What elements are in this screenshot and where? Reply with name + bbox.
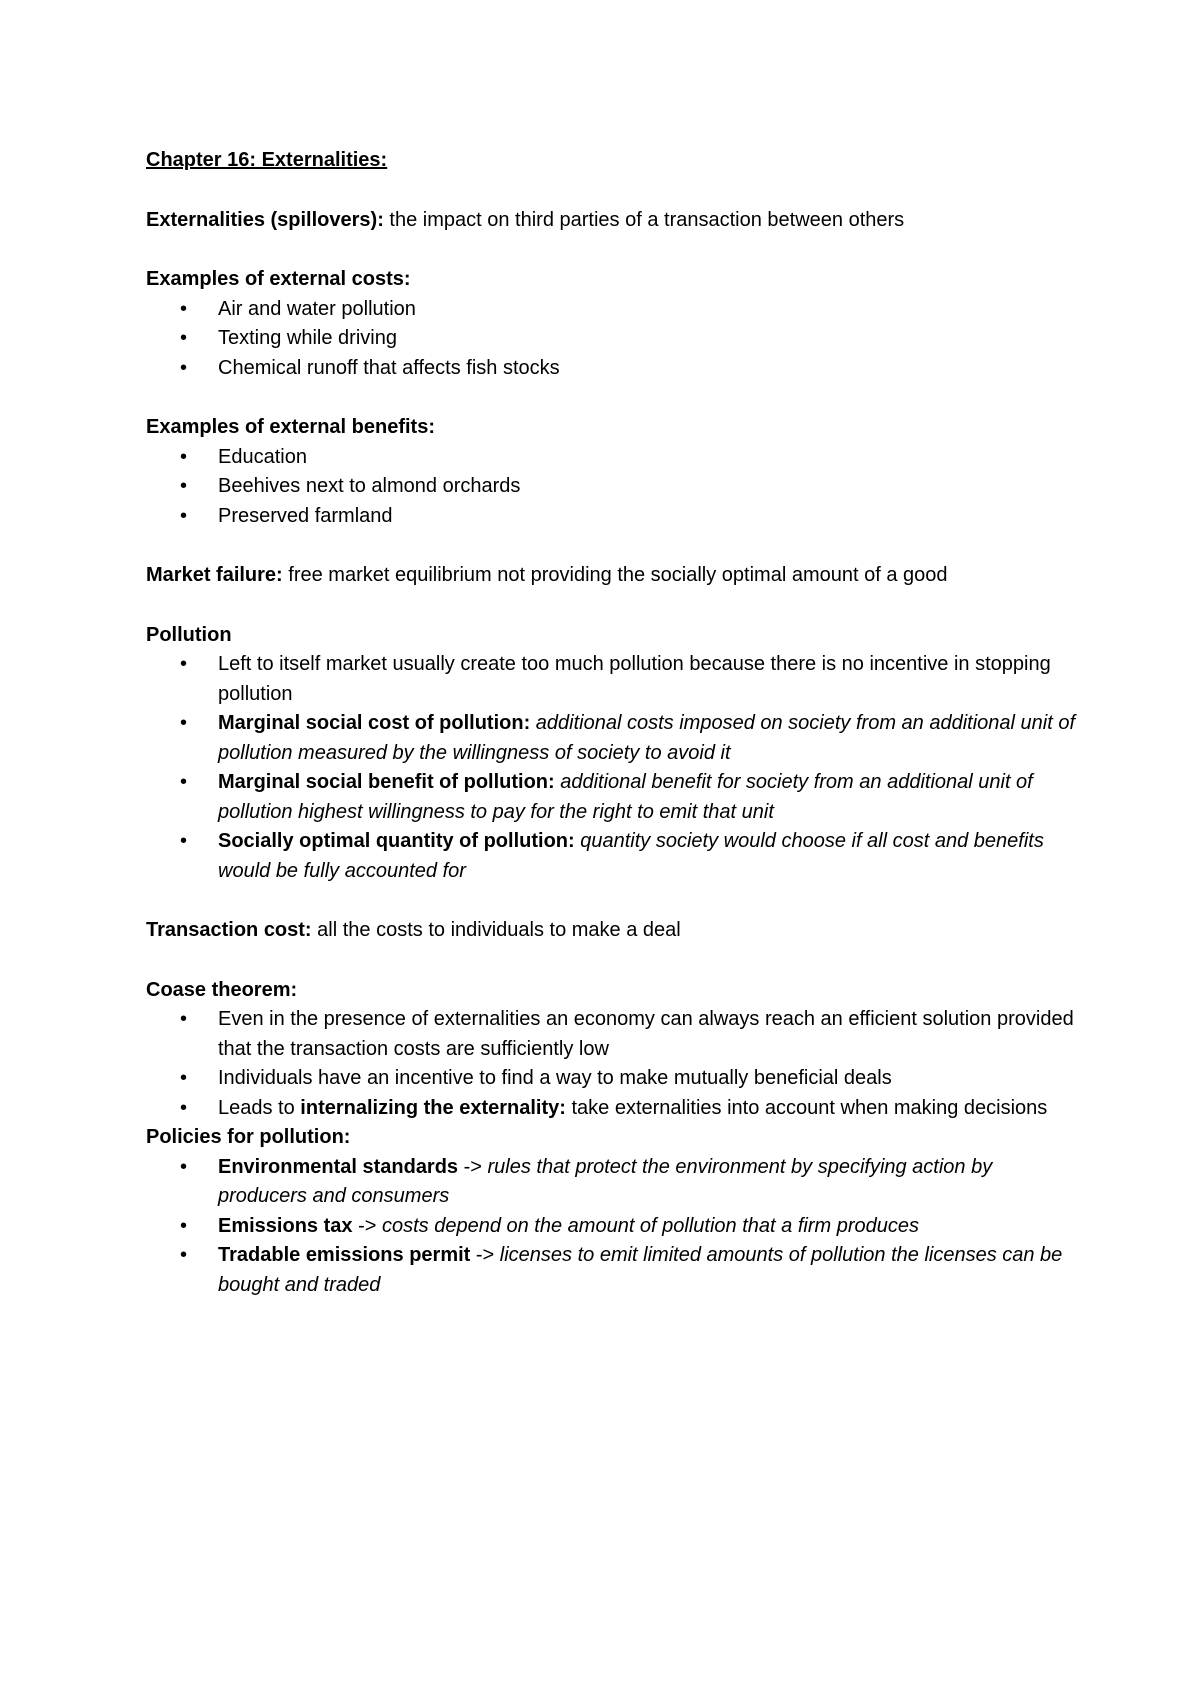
bullet-icon: •: [180, 297, 188, 320]
pollution-list: [146, 650, 1080, 886]
external-benefits-section: [146, 413, 1080, 531]
list-item: [180, 502, 1080, 532]
market-failure-definition: [146, 561, 1080, 591]
list-item-term: Tradable emissions permit: [218, 1244, 471, 1266]
list-item-text: Leads to: [218, 1096, 301, 1119]
list-item: [180, 354, 1080, 384]
list-item: [180, 1212, 1080, 1242]
list-item-text: Individuals have an incentive to find a way to make mutually beneficial deals: [218, 1067, 892, 1089]
list-item-text: Education: [218, 445, 307, 468]
bullet-icon: •: [180, 475, 188, 497]
list-item-definition: rules that protect the environment by specifying action by producers and consumers: [218, 1155, 993, 1207]
list-item-term: Marginal social benefit of pollution:: [218, 771, 555, 793]
bullet-icon: •: [180, 1155, 188, 1178]
external-costs-heading: Examples of external costs:: [146, 268, 411, 290]
externalities-definition: [146, 206, 1080, 236]
list-item: [180, 1153, 1080, 1212]
bullet-icon: •: [180, 327, 188, 349]
external-benefits-list: [146, 443, 1080, 532]
bullet-icon: •: [180, 356, 188, 379]
list-item: [180, 324, 1080, 354]
chapter-title: [146, 146, 1080, 176]
bullet-icon: •: [180, 1244, 188, 1266]
list-item: [180, 1241, 1080, 1300]
pollution-section: [146, 621, 1080, 887]
list-item: [180, 472, 1080, 502]
bullet-icon: •: [180, 771, 188, 793]
external-costs-section: [146, 265, 1080, 383]
list-item-definition: quantity society would choose if all cost and benefits would be fully accounted for: [218, 830, 1044, 882]
list-item: [180, 1005, 1080, 1064]
market-failure-text: free market equilibrium not providing the socially optimal amount of a good: [282, 564, 948, 586]
bullet-icon: •: [180, 504, 188, 527]
bullet-icon: •: [180, 1214, 188, 1237]
list-item-text: Even in the presence of externalities an economy can always reach an efficient solution provided that the transaction costs are sufficiently low: [218, 1008, 1074, 1060]
list-item-text: Left to itself market usually create too much pollution because there is no incentive in stopping pollution: [218, 653, 1051, 705]
list-item: [180, 768, 1080, 827]
bullet-icon: •: [180, 1096, 188, 1119]
list-item: [180, 827, 1080, 886]
list-item: [180, 1064, 1080, 1094]
list-item-definition: costs depend on the amount of pollution that a firm produces: [381, 1214, 919, 1237]
transaction-cost-definition: [146, 916, 1080, 946]
list-item-text: Texting while driving: [218, 327, 397, 349]
bullet-icon: •: [180, 445, 188, 468]
external-benefits-heading: Examples of external benefits:: [146, 416, 435, 438]
list-item-text: Beehives next to almond orchards: [218, 475, 521, 497]
list-item: [180, 650, 1080, 709]
list-item: [180, 443, 1080, 473]
market-failure-term: Market failure:: [146, 564, 283, 586]
list-item-definition: additional costs imposed on society from an additional unit of pollution measured by the willingness of society to avoid it: [218, 712, 1076, 764]
arrow-text: ->: [458, 1155, 488, 1178]
transaction-cost-text: all the costs to individuals to make a deal: [311, 919, 681, 941]
policies-list: [146, 1153, 1080, 1301]
coase-heading: Coase theorem:: [146, 978, 298, 1001]
page-title: Chapter 16: Externalities:: [146, 149, 388, 171]
list-item: [180, 295, 1080, 325]
arrow-text: ->: [470, 1244, 500, 1266]
list-item: [180, 709, 1080, 768]
list-item-term: Environmental standards: [218, 1155, 459, 1178]
list-item-text: Chemical runoff that affects fish stocks: [218, 356, 560, 379]
arrow-text: ->: [352, 1214, 382, 1237]
coase-section: [146, 976, 1080, 1124]
bullet-icon: •: [180, 653, 188, 675]
list-item-text: Preserved farmland: [218, 504, 393, 527]
list-item-term: internalizing the externality:: [300, 1096, 566, 1119]
list-item-term: Emissions tax: [218, 1214, 353, 1237]
pollution-heading: Pollution: [146, 623, 232, 646]
coase-list: [146, 1005, 1080, 1123]
list-item-text: Air and water pollution: [218, 297, 416, 320]
bullet-icon: •: [180, 1008, 188, 1030]
externalities-text: the impact on third parties of a transaction between others: [383, 208, 905, 231]
list-item-term: Socially optimal quantity of pollution:: [218, 830, 575, 852]
policies-heading: Policies for pollution:: [146, 1126, 351, 1148]
list-item-definition: additional benefit for society from an additional unit of pollution highest willingness to pay for the right to emit that unit: [218, 771, 1033, 823]
bullet-icon: •: [180, 712, 188, 734]
list-item-definition: licenses to emit limited amounts of pollution the licenses can be bought and traded: [218, 1244, 1063, 1296]
externalities-term: Externalities (spillovers):: [146, 208, 384, 231]
list-item-text: take externalities into account when making decisions: [565, 1096, 1048, 1119]
list-item-term: Marginal social cost of pollution:: [218, 712, 531, 734]
list-item: [180, 1094, 1080, 1124]
bullet-icon: •: [180, 1067, 188, 1089]
transaction-cost-term: Transaction cost:: [146, 919, 312, 941]
external-costs-list: [146, 295, 1080, 384]
policies-section: [146, 1123, 1080, 1300]
bullet-icon: •: [180, 830, 188, 852]
